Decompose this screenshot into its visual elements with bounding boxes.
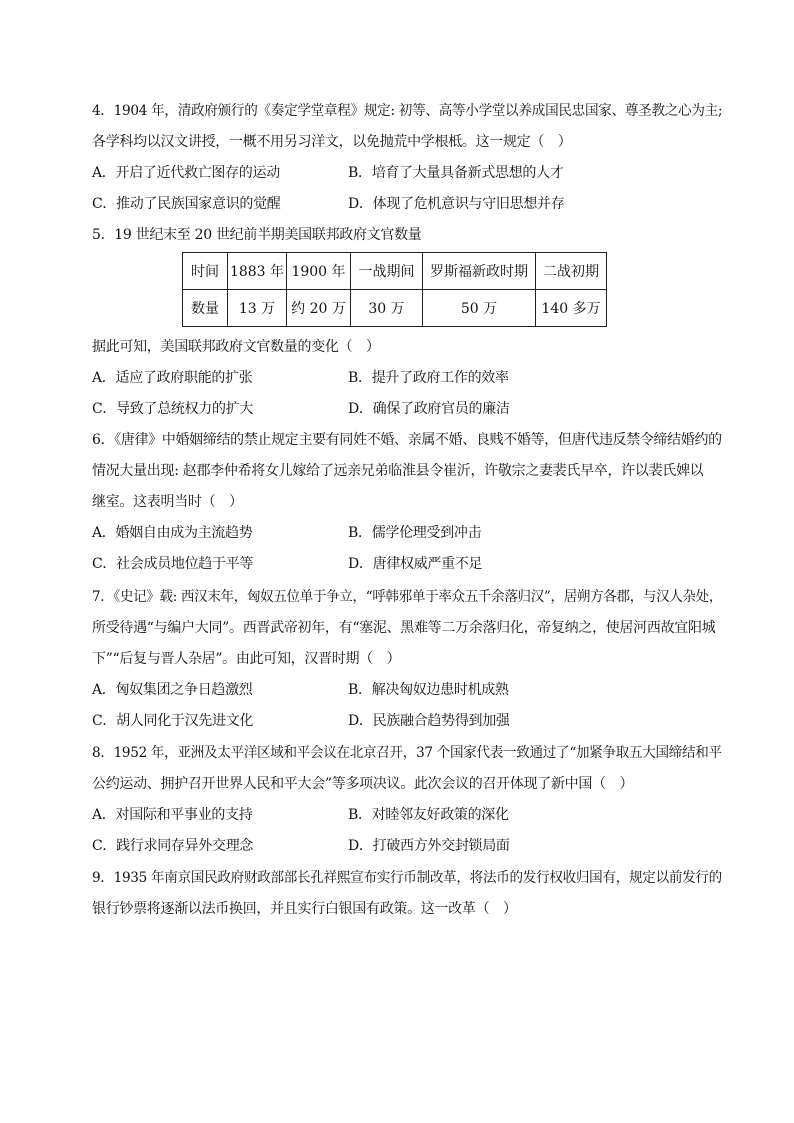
q4-option-b: B．培育了大量具备新式思想的人才 bbox=[348, 165, 564, 181]
table-cell: 30 万 bbox=[351, 290, 423, 327]
q8-stem-line1: 8．1952 年，亚洲及太平洋区域和平会议在北京召开，37 个国家代表一致通过了“加紧争取五大国缔结和平 bbox=[92, 745, 722, 761]
q9-stem-line1: 9．1935 年南京国民政府财政部部长孔祥熙宣布实行币制改革，将法币的发行权收归国有，规定以前发行的 bbox=[92, 870, 722, 886]
table-cell: 时间 bbox=[183, 253, 228, 290]
q8-option-c: C．践行求同存异外交理念 bbox=[92, 838, 254, 854]
q5-civil-servants-table bbox=[182, 252, 607, 327]
table-cell: 罗斯福新政时期 bbox=[423, 253, 536, 290]
table-row bbox=[183, 290, 607, 327]
q8-option-d: D．打破西方外交封锁局面 bbox=[348, 838, 510, 854]
q4-option-c: C．推动了民族国家意识的觉醒 bbox=[92, 196, 281, 212]
q5-option-c: C．导致了总统权力的扩大 bbox=[92, 401, 254, 417]
q7-stem-line3: 下”“后复与晋人杂居”。由此可知，汉晋时期（ ） bbox=[92, 651, 401, 667]
q8-option-b: B．对睦邻友好政策的深化 bbox=[348, 807, 509, 823]
q5-option-d: D．确保了政府官员的廉洁 bbox=[348, 401, 510, 417]
table-cell: 13 万 bbox=[228, 290, 287, 327]
q8-option-a: A．对国际和平事业的支持 bbox=[92, 807, 253, 823]
q7-option-c: C．胡人同化于汉先进文化 bbox=[92, 713, 254, 729]
table-cell: 1900 年 bbox=[287, 253, 351, 290]
q6-stem-line2: 情况大量出现: 赵郡李仲希将女儿嫁给了远亲兄弟临淮县令崔沂，许敬宗之妻裴氏早卒，许以裴氏婢以 bbox=[92, 463, 704, 479]
q7-option-b: B．解决匈奴边患时机成熟 bbox=[348, 682, 509, 698]
q5-option-a: A．适应了政府职能的扩张 bbox=[92, 370, 253, 386]
table-cell: 1883 年 bbox=[228, 253, 287, 290]
q7-stem-line2: 所受待遇“与编户大同”。西晋武帝初年，有“塞泥、黑难等二万余落归化，帝复纳之，使居河西故宜阳城 bbox=[92, 620, 716, 636]
table-cell: 50 万 bbox=[423, 290, 536, 327]
q6-option-b: B．儒学伦理受到冲击 bbox=[348, 525, 482, 541]
table-cell: 约 20 万 bbox=[287, 290, 351, 327]
q4-stem-line1: 4．1904 年，清政府颁行的《奏定学堂章程》规定: 初等、高等小学堂以养成国民忠国家、尊圣教之心为主; bbox=[92, 103, 723, 119]
table-cell: 二战初期 bbox=[536, 253, 607, 290]
q5-table-title: 5．19 世纪末至 20 世纪前半期美国联邦政府文官数量 bbox=[92, 227, 422, 243]
q6-stem-line3: 继室。这表明当时（ ） bbox=[92, 494, 243, 510]
q6-stem-line1: 6．《唐律》中婚姻缔结的禁止规定主要有同姓不婚、亲属不婚、良贱不婚等，但唐代违反禁令缔结婚约的 bbox=[92, 432, 722, 448]
q5-stem: 据此可知，美国联邦政府文官数量的变化（ ） bbox=[92, 339, 380, 355]
q4-stem-line2: 各学科均以汉文讲授，一概不用另习洋文，以免抛荒中学根柢。这一规定（ ） bbox=[92, 134, 572, 150]
q7-option-d: D．民族融合趋势得到加强 bbox=[348, 713, 510, 729]
table-cell: 140 多万 bbox=[536, 290, 607, 327]
q7-option-a: A．匈奴集团之争日趋激烈 bbox=[92, 682, 253, 698]
q6-option-d: D．唐律权威严重不足 bbox=[348, 556, 483, 572]
q5-option-b: B．提升了政府工作的效率 bbox=[348, 370, 509, 386]
q4-option-d: D．体现了危机意识与守旧思想并存 bbox=[348, 196, 565, 212]
table-row bbox=[183, 253, 607, 290]
q8-stem-line2: 公约运动、拥护召开世界人民和平大会”等多项决议。此次会议的召开体现了新中国（ ） bbox=[92, 776, 634, 792]
table-cell: 一战期间 bbox=[351, 253, 423, 290]
q7-stem-line1: 7．《史记》载: 西汉末年，匈奴五位单于争立，“呼韩邪单于率众五千余落归汉”，居朔方各郡，与汉人杂处， bbox=[92, 589, 723, 605]
table-cell: 数量 bbox=[183, 290, 228, 327]
q6-option-c: C．社会成员地位趋于平等 bbox=[92, 556, 254, 572]
q9-stem-line2: 银行钞票将逐渐以法币换回，并且实行白银国有政策。这一改革（ ） bbox=[92, 901, 517, 917]
q4-option-a: A．开启了近代救亡图存的运动 bbox=[92, 165, 280, 181]
q6-option-a: A．婚姻自由成为主流趋势 bbox=[92, 525, 253, 541]
